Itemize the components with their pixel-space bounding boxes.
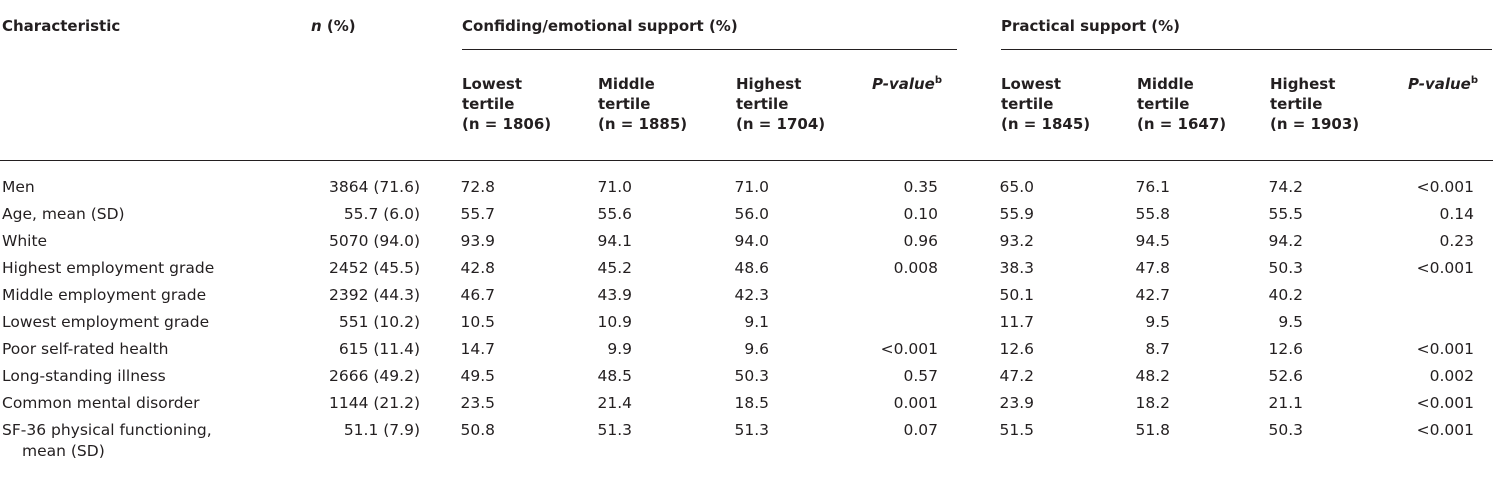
cell-e0: 23.5	[460, 394, 495, 412]
sub-line: tertile	[1270, 95, 1323, 113]
cell-pp: <0.001	[1416, 394, 1474, 412]
sub-line: (n = 1885)	[598, 115, 688, 133]
sub-line: tertile	[736, 95, 789, 113]
cell-e2: 18.5	[734, 394, 769, 412]
sub-line: tertile	[462, 95, 515, 113]
header-group-emotional: Confiding/emotional support (%)	[462, 17, 738, 35]
cell-p0: 38.3	[999, 259, 1034, 277]
cell-e2: 50.3	[734, 367, 769, 385]
cell-p1: 9.5	[1145, 313, 1170, 331]
cell-n: 2392 (44.3)	[329, 286, 420, 304]
sub-line: Middle	[1137, 75, 1194, 93]
cell-ep: 0.96	[903, 232, 938, 250]
cell-e0: 42.8	[460, 259, 495, 277]
cell-p0: 47.2	[999, 367, 1034, 385]
cell-p1: 47.8	[1135, 259, 1170, 277]
sub-line: (n = 1806)	[462, 115, 552, 133]
group-rule-practical	[1001, 49, 1492, 50]
cell-n: 51.1 (7.9)	[343, 421, 420, 439]
cell-p2: 55.5	[1268, 205, 1303, 223]
pvalue-footnote-mark: b	[934, 75, 943, 86]
sub-line: (n = 1845)	[1001, 115, 1091, 133]
cell-label: Men	[2, 178, 35, 196]
cell-p0: 23.9	[999, 394, 1034, 412]
cell-p2: 50.3	[1268, 421, 1303, 439]
cell-label: Highest employment grade	[2, 259, 215, 277]
pvalue-label: P-value	[872, 75, 935, 93]
cell-p0: 93.2	[999, 232, 1034, 250]
cell-ep: 0.008	[893, 259, 938, 277]
header-n-pct: (%)	[321, 17, 356, 35]
cell-e0: 50.8	[460, 421, 495, 439]
subheader-emotional-middle	[598, 74, 687, 134]
cell-label: Long-standing illness	[2, 367, 166, 385]
subheader-practical-lowest	[1001, 74, 1090, 134]
cell-e2: 42.3	[734, 286, 769, 304]
subheader-practical-pvalue	[1408, 74, 1478, 94]
cell-pp: <0.001	[1416, 421, 1474, 439]
cell-e1: 21.4	[597, 394, 632, 412]
cell-p2: 94.2	[1268, 232, 1303, 250]
cell-pp: <0.001	[1416, 340, 1474, 358]
cell-p1: 42.7	[1135, 286, 1170, 304]
cell-n: 2452 (45.5)	[329, 259, 420, 277]
cell-e1: 48.5	[597, 367, 632, 385]
cell-e0: 46.7	[460, 286, 495, 304]
cell-e1: 94.1	[597, 232, 632, 250]
cell-p0: 51.5	[999, 421, 1034, 439]
cell-pp: 0.14	[1439, 205, 1474, 223]
pvalue-label: P-value	[1408, 75, 1471, 93]
cell-p1: 48.2	[1135, 367, 1170, 385]
cell-p0: 55.9	[999, 205, 1034, 223]
cell-label: SF-36 physical functioning,	[2, 421, 212, 439]
sub-line: tertile	[598, 95, 651, 113]
cell-p2: 52.6	[1268, 367, 1303, 385]
header-group-practical: Practical support (%)	[1001, 17, 1181, 35]
sub-line: tertile	[1001, 95, 1054, 113]
cell-n: 3864 (71.6)	[329, 178, 420, 196]
header-n-percent	[311, 16, 356, 37]
cell-n: 1144 (21.2)	[329, 394, 420, 412]
cell-e0: 93.9	[460, 232, 495, 250]
cell-e1: 10.9	[597, 313, 632, 331]
cell-e2: 94.0	[734, 232, 769, 250]
cell-p1: 18.2	[1135, 394, 1170, 412]
cell-e1: 55.6	[597, 205, 632, 223]
subheader-practical-highest	[1270, 74, 1359, 134]
cell-p2: 9.5	[1278, 313, 1303, 331]
subheader-emotional-highest	[736, 74, 825, 134]
cell-n: 551 (10.2)	[338, 313, 420, 331]
cell-e2: 51.3	[734, 421, 769, 439]
cell-e0: 55.7	[460, 205, 495, 223]
cell-n: 2666 (49.2)	[329, 367, 420, 385]
cell-ep: 0.57	[903, 367, 938, 385]
cell-label: Common mental disorder	[2, 394, 200, 412]
subheader-emotional-pvalue	[872, 74, 942, 94]
cell-e2: 56.0	[734, 205, 769, 223]
cell-label: Middle employment grade	[2, 286, 207, 304]
cell-e1: 45.2	[597, 259, 632, 277]
sub-line: (n = 1903)	[1270, 115, 1360, 133]
cell-e2: 9.6	[744, 340, 769, 358]
cell-e1: 51.3	[597, 421, 632, 439]
cell-p2: 21.1	[1268, 394, 1303, 412]
cell-e0: 14.7	[460, 340, 495, 358]
cell-e2: 9.1	[744, 313, 769, 331]
header-characteristic: Characteristic	[2, 17, 121, 35]
header-n-letter: n	[311, 17, 322, 35]
sub-line: Highest	[1270, 75, 1336, 93]
pvalue-footnote-mark: b	[1470, 75, 1479, 86]
cell-label: White	[2, 232, 48, 250]
cell-pp: <0.001	[1416, 178, 1474, 196]
cell-e1: 71.0	[597, 178, 632, 196]
cell-pp: 0.23	[1439, 232, 1474, 250]
cell-p1: 94.5	[1135, 232, 1170, 250]
cell-p0: 11.7	[999, 313, 1034, 331]
cell-ep: 0.35	[903, 178, 938, 196]
cell-label-continuation: mean (SD)	[22, 442, 105, 460]
cell-ep: 0.10	[903, 205, 938, 223]
cell-pp: <0.001	[1416, 259, 1474, 277]
sub-line: Middle	[598, 75, 655, 93]
cell-p0: 12.6	[999, 340, 1034, 358]
cell-e0: 72.8	[460, 178, 495, 196]
cell-label: Age, mean (SD)	[2, 205, 125, 223]
cell-ep: <0.001	[880, 340, 938, 358]
cell-p2: 74.2	[1268, 178, 1303, 196]
cell-n: 55.7 (6.0)	[343, 205, 420, 223]
cell-p1: 76.1	[1135, 178, 1170, 196]
subheader-emotional-lowest	[462, 74, 551, 134]
cell-e1: 9.9	[607, 340, 632, 358]
cell-e0: 10.5	[460, 313, 495, 331]
sub-line: Highest	[736, 75, 802, 93]
cell-e1: 43.9	[597, 286, 632, 304]
sub-line: (n = 1647)	[1137, 115, 1227, 133]
cell-ep: 0.001	[893, 394, 938, 412]
sub-line: Lowest	[462, 75, 522, 93]
cell-p0: 50.1	[999, 286, 1034, 304]
sub-line: (n = 1704)	[736, 115, 826, 133]
cell-e0: 49.5	[460, 367, 495, 385]
cell-p1: 51.8	[1135, 421, 1170, 439]
group-rule-emotional	[462, 49, 957, 50]
cell-p1: 55.8	[1135, 205, 1170, 223]
cell-p2: 12.6	[1268, 340, 1303, 358]
subheader-practical-middle	[1137, 74, 1226, 134]
cell-label: Lowest employment grade	[2, 313, 210, 331]
sub-line: Lowest	[1001, 75, 1061, 93]
cell-label: Poor self-rated health	[2, 340, 169, 358]
cell-p0: 65.0	[999, 178, 1034, 196]
cell-ep: 0.07	[903, 421, 938, 439]
cell-e2: 71.0	[734, 178, 769, 196]
header-bottom-rule	[0, 160, 1493, 161]
cell-e2: 48.6	[734, 259, 769, 277]
cell-n: 5070 (94.0)	[329, 232, 420, 250]
cell-p2: 50.3	[1268, 259, 1303, 277]
cell-p2: 40.2	[1268, 286, 1303, 304]
cell-p1: 8.7	[1145, 340, 1170, 358]
sub-line: tertile	[1137, 95, 1190, 113]
cell-n: 615 (11.4)	[338, 340, 420, 358]
cell-pp: 0.002	[1429, 367, 1474, 385]
